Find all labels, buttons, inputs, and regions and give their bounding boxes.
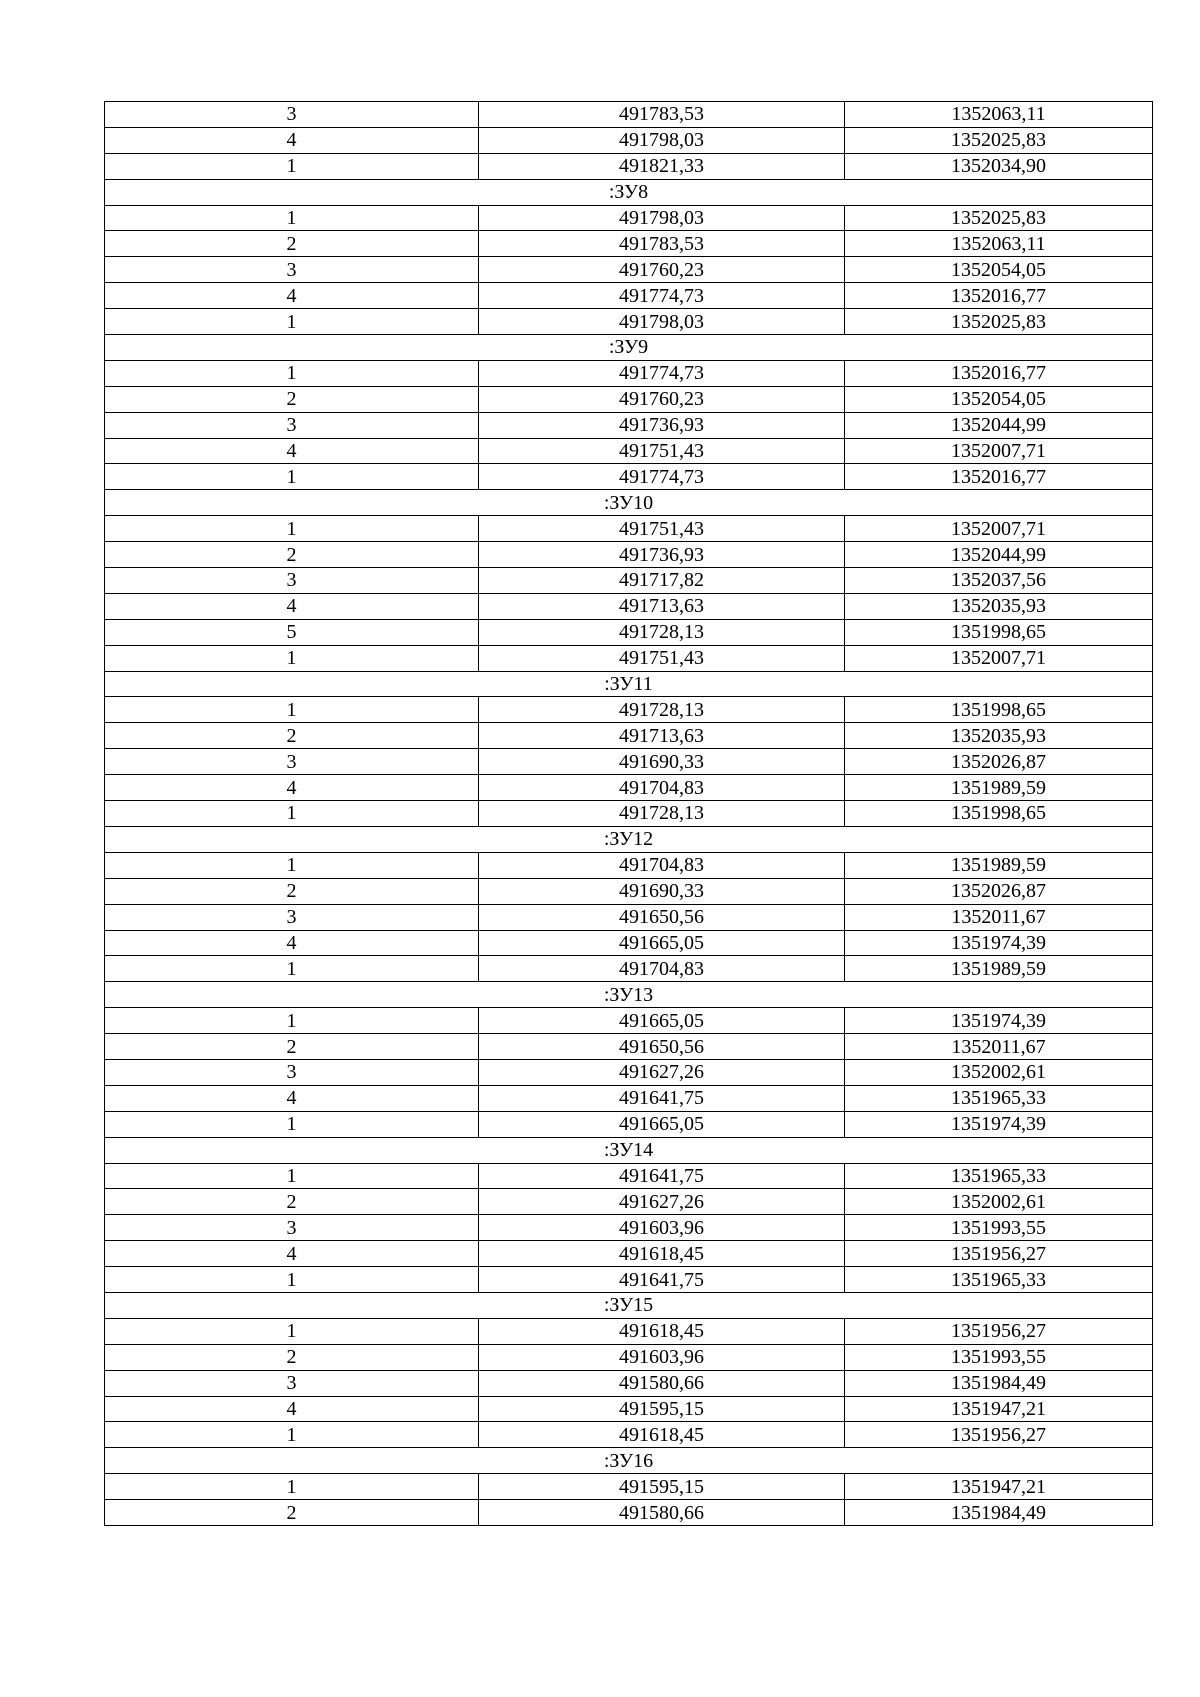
y-coordinate-cell: 1351947,21 (845, 1474, 1153, 1500)
table-row (105, 775, 1153, 801)
y-coordinate-cell: 1351984,49 (845, 1370, 1153, 1396)
y-coordinate-cell: 1351974,39 (845, 1008, 1153, 1034)
y-coordinate-cell: 1352037,56 (845, 568, 1153, 594)
x-coordinate-cell: 491736,93 (479, 542, 845, 568)
table-row (105, 568, 1153, 594)
x-coordinate-cell: 491595,15 (479, 1474, 845, 1500)
x-coordinate-cell: 491618,45 (479, 1318, 845, 1344)
x-coordinate-cell: 491603,96 (479, 1344, 845, 1370)
section-title: :ЗУ10 (105, 490, 1153, 516)
point-number-cell: 1 (105, 1267, 479, 1293)
table-row (105, 1215, 1153, 1241)
x-coordinate-cell: 491728,13 (479, 619, 845, 645)
point-number-cell: 1 (105, 1474, 479, 1500)
table-row (105, 1500, 1153, 1526)
table-row (105, 1008, 1153, 1034)
point-number-cell: 1 (105, 1163, 479, 1189)
table-row (105, 904, 1153, 930)
x-coordinate-cell: 491665,05 (479, 1111, 845, 1137)
table-row (105, 619, 1153, 645)
y-coordinate-cell: 1352016,77 (845, 464, 1153, 490)
x-coordinate-cell: 491774,73 (479, 283, 845, 309)
section-title: :ЗУ15 (105, 1292, 1153, 1318)
x-coordinate-cell: 491641,75 (479, 1267, 845, 1293)
x-coordinate-cell: 491751,43 (479, 645, 845, 671)
y-coordinate-cell: 1352002,61 (845, 1059, 1153, 1085)
table-row (105, 1318, 1153, 1344)
x-coordinate-cell: 491627,26 (479, 1189, 845, 1215)
section-header-row (105, 826, 1153, 852)
point-number-cell: 2 (105, 878, 479, 904)
point-number-cell: 1 (105, 1008, 479, 1034)
y-coordinate-cell: 1352007,71 (845, 516, 1153, 542)
point-number-cell: 1 (105, 153, 479, 179)
x-coordinate-cell: 491713,63 (479, 593, 845, 619)
x-coordinate-cell: 491650,56 (479, 1034, 845, 1060)
x-coordinate-cell: 491665,05 (479, 1008, 845, 1034)
table-row (105, 231, 1153, 257)
x-coordinate-cell: 491665,05 (479, 930, 845, 956)
table-row (105, 386, 1153, 412)
x-coordinate-cell: 491751,43 (479, 438, 845, 464)
y-coordinate-cell: 1352044,99 (845, 542, 1153, 568)
x-coordinate-cell: 491798,03 (479, 205, 845, 231)
x-coordinate-cell: 491821,33 (479, 153, 845, 179)
table-row (105, 257, 1153, 283)
table-row (105, 723, 1153, 749)
table-row (105, 1344, 1153, 1370)
table-row (105, 801, 1153, 827)
point-number-cell: 1 (105, 956, 479, 982)
point-number-cell: 4 (105, 593, 479, 619)
y-coordinate-cell: 1352054,05 (845, 386, 1153, 412)
x-coordinate-cell: 491798,03 (479, 309, 845, 335)
x-coordinate-cell: 491603,96 (479, 1215, 845, 1241)
table-row (105, 1474, 1153, 1500)
y-coordinate-cell: 1351974,39 (845, 930, 1153, 956)
point-number-cell: 2 (105, 542, 479, 568)
point-number-cell: 1 (105, 1111, 479, 1137)
table-row (105, 878, 1153, 904)
y-coordinate-cell: 1352016,77 (845, 360, 1153, 386)
point-number-cell: 3 (105, 1370, 479, 1396)
point-number-cell: 2 (105, 1189, 479, 1215)
y-coordinate-cell: 1352007,71 (845, 645, 1153, 671)
y-coordinate-cell: 1352063,11 (845, 102, 1153, 128)
point-number-cell: 2 (105, 231, 479, 257)
section-title: :ЗУ11 (105, 671, 1153, 697)
point-number-cell: 1 (105, 516, 479, 542)
table-row (105, 283, 1153, 309)
y-coordinate-cell: 1352035,93 (845, 723, 1153, 749)
x-coordinate-cell: 491783,53 (479, 102, 845, 128)
table-row (105, 360, 1153, 386)
point-number-cell: 2 (105, 1500, 479, 1526)
point-number-cell: 1 (105, 852, 479, 878)
point-number-cell: 4 (105, 438, 479, 464)
point-number-cell: 1 (105, 645, 479, 671)
x-coordinate-cell: 491618,45 (479, 1241, 845, 1267)
y-coordinate-cell: 1351998,65 (845, 801, 1153, 827)
section-header-row (105, 1448, 1153, 1474)
y-coordinate-cell: 1352035,93 (845, 593, 1153, 619)
point-number-cell: 1 (105, 801, 479, 827)
section-header-row (105, 982, 1153, 1008)
y-coordinate-cell: 1351998,65 (845, 697, 1153, 723)
y-coordinate-cell: 1351993,55 (845, 1344, 1153, 1370)
x-coordinate-cell: 491774,73 (479, 464, 845, 490)
table-row (105, 1370, 1153, 1396)
y-coordinate-cell: 1352044,99 (845, 412, 1153, 438)
y-coordinate-cell: 1352054,05 (845, 257, 1153, 283)
point-number-cell: 2 (105, 723, 479, 749)
table-row (105, 542, 1153, 568)
table-row (105, 412, 1153, 438)
table-row (105, 438, 1153, 464)
x-coordinate-cell: 491704,83 (479, 775, 845, 801)
y-coordinate-cell: 1352026,87 (845, 878, 1153, 904)
x-coordinate-cell: 491751,43 (479, 516, 845, 542)
section-title: :ЗУ16 (105, 1448, 1153, 1474)
point-number-cell: 4 (105, 775, 479, 801)
point-number-cell: 3 (105, 257, 479, 283)
table-row (105, 516, 1153, 542)
table-row (105, 1396, 1153, 1422)
x-coordinate-cell: 491713,63 (479, 723, 845, 749)
table-row (105, 852, 1153, 878)
y-coordinate-cell: 1352026,87 (845, 749, 1153, 775)
point-number-cell: 1 (105, 205, 479, 231)
section-header-row (105, 490, 1153, 516)
x-coordinate-cell: 491690,33 (479, 749, 845, 775)
table-row (105, 127, 1153, 153)
section-title: :ЗУ13 (105, 982, 1153, 1008)
y-coordinate-cell: 1351956,27 (845, 1422, 1153, 1448)
y-coordinate-cell: 1351974,39 (845, 1111, 1153, 1137)
table-row (105, 309, 1153, 335)
point-number-cell: 2 (105, 1344, 479, 1370)
x-coordinate-cell: 491717,82 (479, 568, 845, 594)
y-coordinate-cell: 1352011,67 (845, 1034, 1153, 1060)
table-row (105, 153, 1153, 179)
y-coordinate-cell: 1351998,65 (845, 619, 1153, 645)
y-coordinate-cell: 1351956,27 (845, 1318, 1153, 1344)
point-number-cell: 4 (105, 1241, 479, 1267)
x-coordinate-cell: 491728,13 (479, 697, 845, 723)
x-coordinate-cell: 491650,56 (479, 904, 845, 930)
point-number-cell: 4 (105, 283, 479, 309)
table-row (105, 749, 1153, 775)
table-row (105, 102, 1153, 128)
y-coordinate-cell: 1351989,59 (845, 852, 1153, 878)
point-number-cell: 3 (105, 1215, 479, 1241)
point-number-cell: 3 (105, 749, 479, 775)
x-coordinate-cell: 491760,23 (479, 386, 845, 412)
point-number-cell: 4 (105, 1396, 479, 1422)
y-coordinate-cell: 1352011,67 (845, 904, 1153, 930)
point-number-cell: 4 (105, 127, 479, 153)
section-header-row (105, 1137, 1153, 1163)
coordinates-table-body (105, 102, 1153, 1526)
table-row (105, 697, 1153, 723)
table-row (105, 1111, 1153, 1137)
point-number-cell: 3 (105, 1059, 479, 1085)
x-coordinate-cell: 491728,13 (479, 801, 845, 827)
table-row (105, 464, 1153, 490)
y-coordinate-cell: 1352034,90 (845, 153, 1153, 179)
table-row (105, 645, 1153, 671)
table-row (105, 1422, 1153, 1448)
x-coordinate-cell: 491736,93 (479, 412, 845, 438)
y-coordinate-cell: 1352016,77 (845, 283, 1153, 309)
x-coordinate-cell: 491595,15 (479, 1396, 845, 1422)
table-row (105, 1085, 1153, 1111)
x-coordinate-cell: 491580,66 (479, 1500, 845, 1526)
point-number-cell: 5 (105, 619, 479, 645)
y-coordinate-cell: 1352002,61 (845, 1189, 1153, 1215)
y-coordinate-cell: 1351993,55 (845, 1215, 1153, 1241)
y-coordinate-cell: 1351989,59 (845, 956, 1153, 982)
section-header-row (105, 335, 1153, 361)
x-coordinate-cell: 491641,75 (479, 1163, 845, 1189)
section-title: :ЗУ8 (105, 179, 1153, 205)
x-coordinate-cell: 491774,73 (479, 360, 845, 386)
point-number-cell: 4 (105, 1085, 479, 1111)
point-number-cell: 4 (105, 930, 479, 956)
y-coordinate-cell: 1351947,21 (845, 1396, 1153, 1422)
x-coordinate-cell: 491627,26 (479, 1059, 845, 1085)
point-number-cell: 1 (105, 360, 479, 386)
y-coordinate-cell: 1352007,71 (845, 438, 1153, 464)
point-number-cell: 3 (105, 102, 479, 128)
y-coordinate-cell: 1351965,33 (845, 1085, 1153, 1111)
y-coordinate-cell: 1352025,83 (845, 309, 1153, 335)
table-row (105, 1059, 1153, 1085)
table-row (105, 593, 1153, 619)
section-title: :ЗУ12 (105, 826, 1153, 852)
point-number-cell: 3 (105, 568, 479, 594)
table-row (105, 1189, 1153, 1215)
section-header-row (105, 179, 1153, 205)
point-number-cell: 1 (105, 1422, 479, 1448)
point-number-cell: 1 (105, 697, 479, 723)
x-coordinate-cell: 491760,23 (479, 257, 845, 283)
x-coordinate-cell: 491798,03 (479, 127, 845, 153)
x-coordinate-cell: 491704,83 (479, 956, 845, 982)
table-row (105, 1241, 1153, 1267)
section-header-row (105, 671, 1153, 697)
point-number-cell: 2 (105, 386, 479, 412)
y-coordinate-cell: 1352025,83 (845, 205, 1153, 231)
table-row (105, 1163, 1153, 1189)
point-number-cell: 3 (105, 904, 479, 930)
section-title: :ЗУ9 (105, 335, 1153, 361)
table-row (105, 1267, 1153, 1293)
point-number-cell: 1 (105, 464, 479, 490)
x-coordinate-cell: 491704,83 (479, 852, 845, 878)
x-coordinate-cell: 491783,53 (479, 231, 845, 257)
x-coordinate-cell: 491690,33 (479, 878, 845, 904)
y-coordinate-cell: 1352063,11 (845, 231, 1153, 257)
y-coordinate-cell: 1351956,27 (845, 1241, 1153, 1267)
table-row (105, 205, 1153, 231)
coordinates-table (104, 101, 1153, 1526)
y-coordinate-cell: 1352025,83 (845, 127, 1153, 153)
section-header-row (105, 1292, 1153, 1318)
y-coordinate-cell: 1351984,49 (845, 1500, 1153, 1526)
table-row (105, 956, 1153, 982)
x-coordinate-cell: 491580,66 (479, 1370, 845, 1396)
x-coordinate-cell: 491618,45 (479, 1422, 845, 1448)
y-coordinate-cell: 1351989,59 (845, 775, 1153, 801)
table-row (105, 1034, 1153, 1060)
y-coordinate-cell: 1351965,33 (845, 1267, 1153, 1293)
point-number-cell: 3 (105, 412, 479, 438)
y-coordinate-cell: 1351965,33 (845, 1163, 1153, 1189)
section-title: :ЗУ14 (105, 1137, 1153, 1163)
point-number-cell: 2 (105, 1034, 479, 1060)
x-coordinate-cell: 491641,75 (479, 1085, 845, 1111)
point-number-cell: 1 (105, 309, 479, 335)
table-row (105, 930, 1153, 956)
point-number-cell: 1 (105, 1318, 479, 1344)
